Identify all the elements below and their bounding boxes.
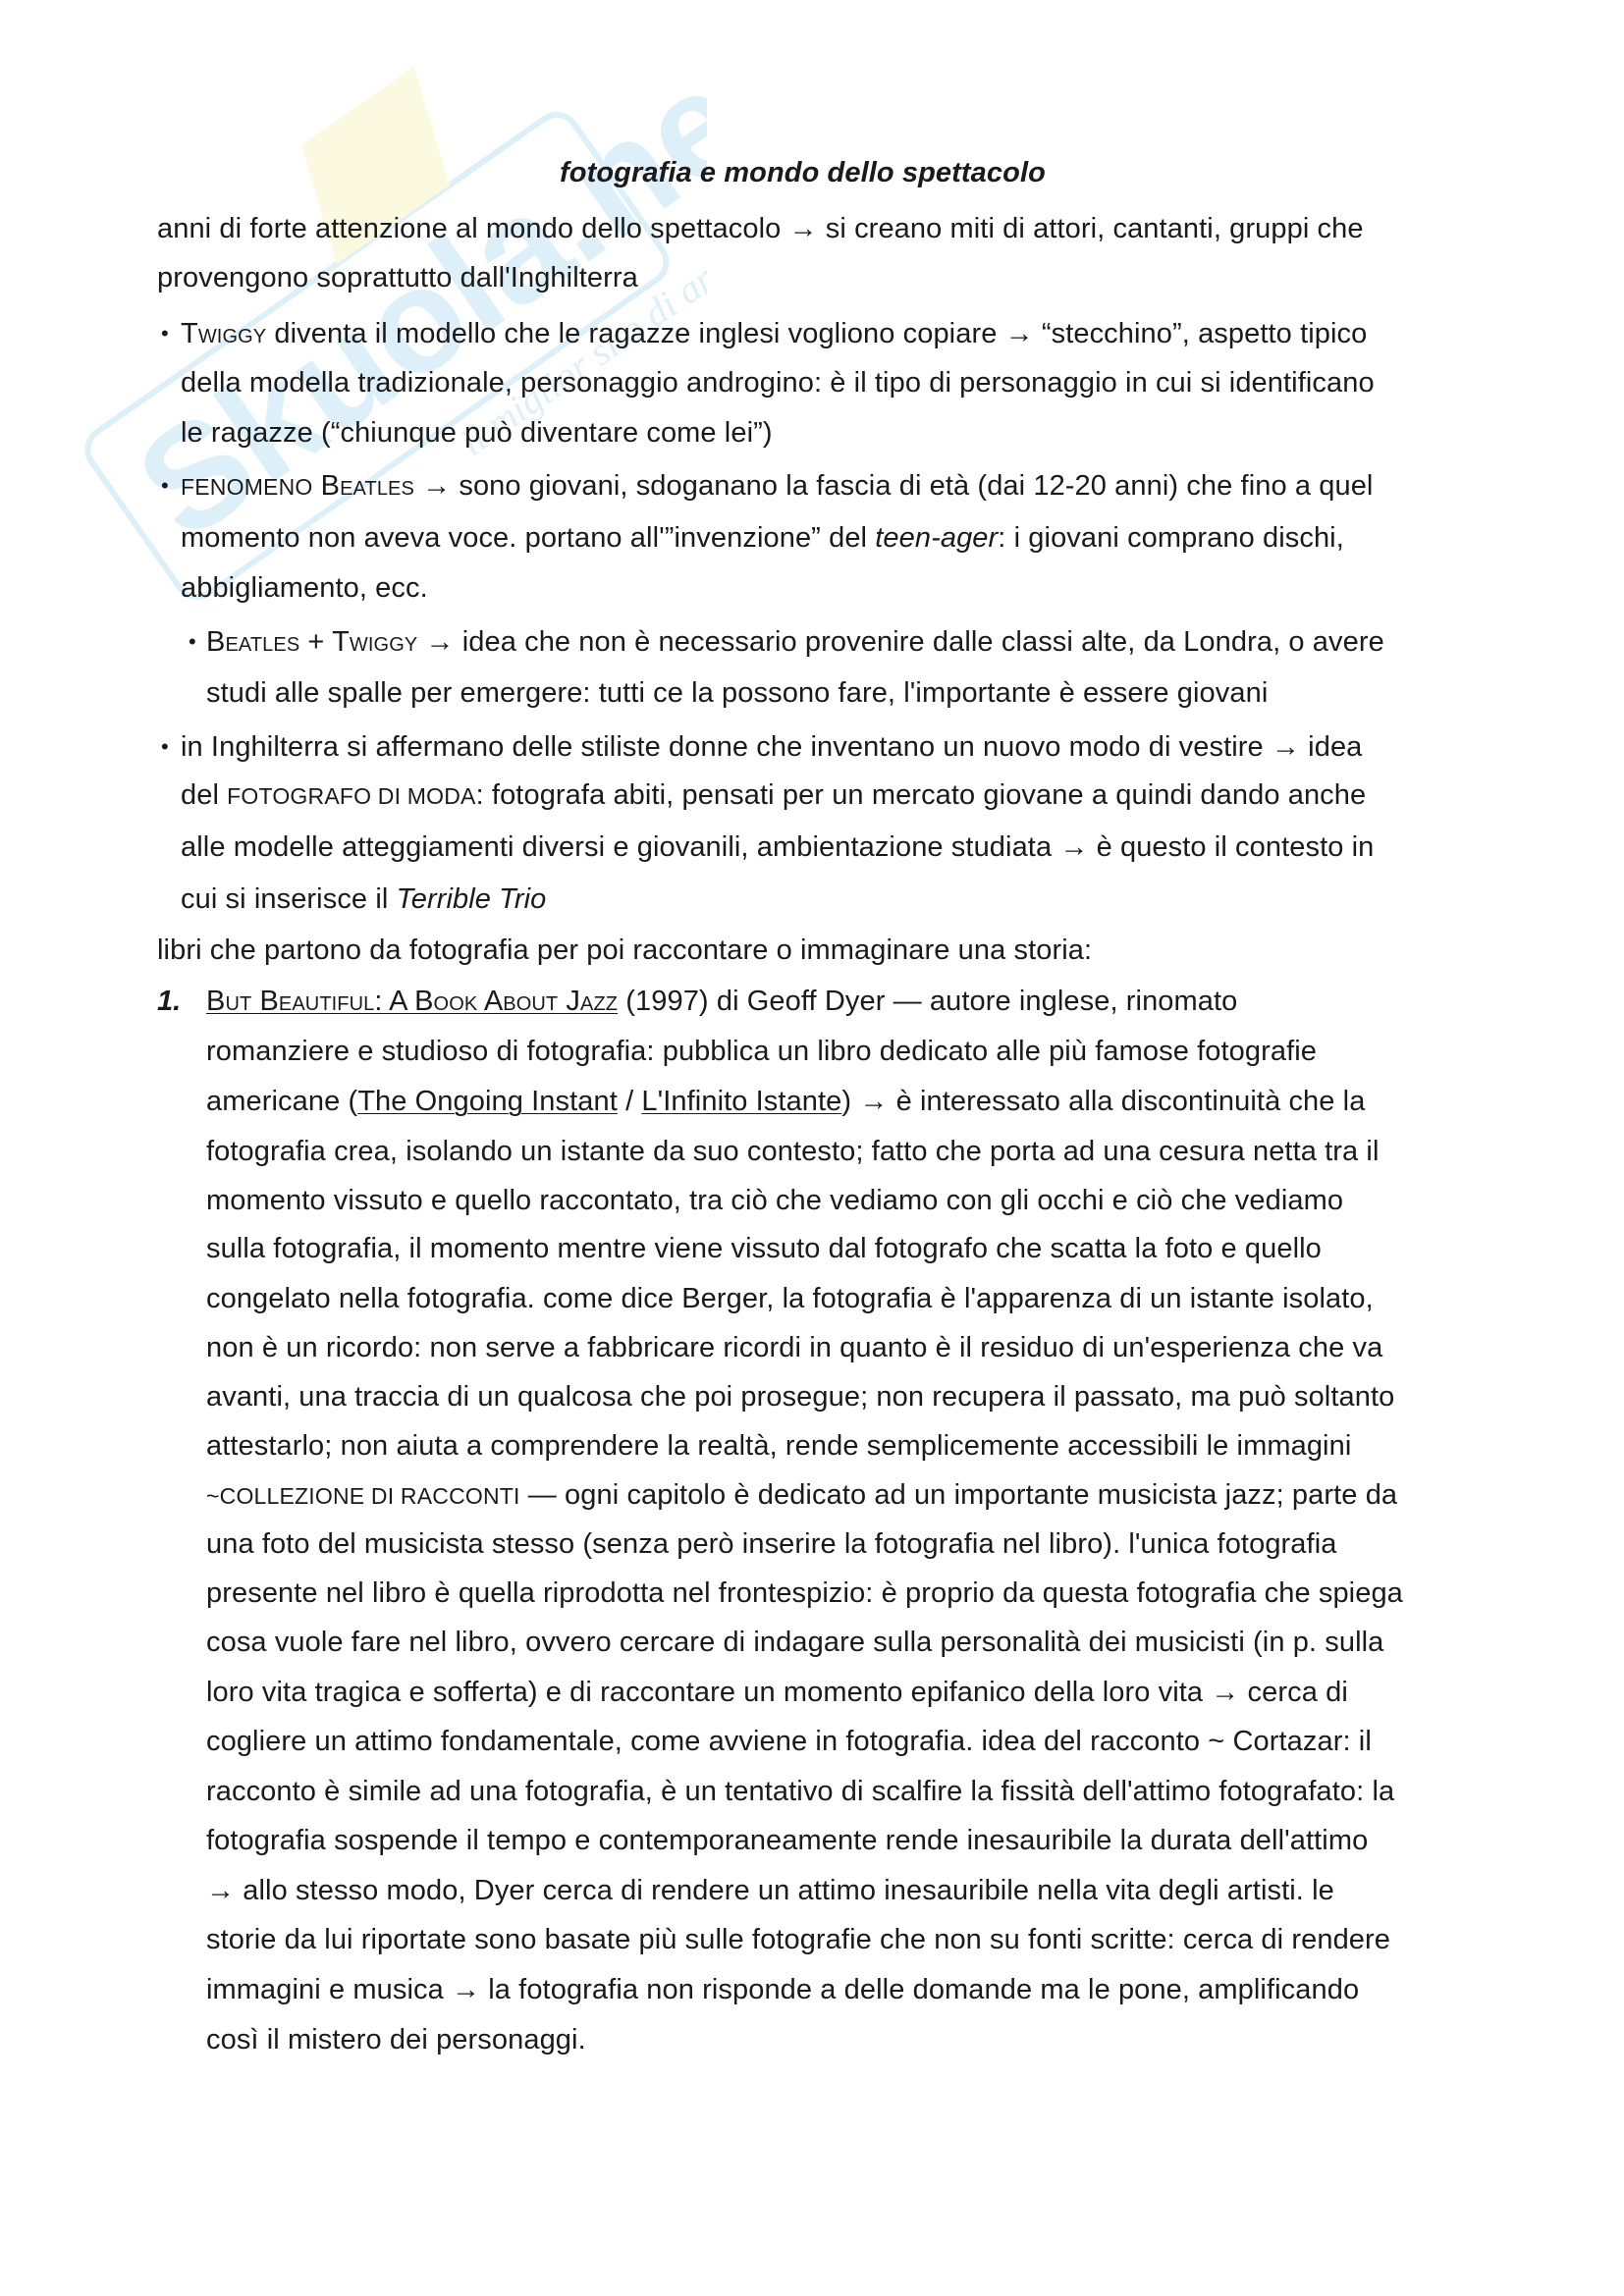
item1-line-14: cosa vuole fare nel libro, ovvero cercare di indagare sulla personalità dei musicisti (in p. sulla <box>206 1627 1384 1658</box>
item1-line-3 <box>206 1084 1365 1119</box>
term-twiggy: Twiggy <box>181 318 267 349</box>
page-title: fotografia e mondo dello spettacolo <box>560 157 1046 188</box>
bullet-text: : i giovani comprano dischi, <box>998 522 1344 554</box>
bullet-icon: • <box>161 321 169 346</box>
item1-line-19: → allo stesso modo, Dyer cerca di rendere un attimo inesauribile nella vita degli artisti. le <box>206 1875 1334 1906</box>
item1-line-4: fotografia crea, isolando un istante da suo contesto; fatto che porta ad una cesura netta tra il <box>206 1136 1380 1167</box>
item-text: (1997) di Geoff Dyer — autore inglese, rinomato <box>618 986 1238 1017</box>
bullet-text: cui si inserisce il <box>181 883 397 915</box>
item1-line-18: fotografia sospende il tempo e contemporaneamente rende inesauribile la durata dell'attimo <box>206 1825 1369 1856</box>
bullet-text: del <box>181 779 228 811</box>
bullet-beatles-line-1 <box>181 468 1373 505</box>
bullet-beatles-line-3: abbigliamento, ecc. <box>181 572 428 604</box>
item-text: americane ( <box>206 1086 358 1117</box>
list-number: 1. <box>157 986 182 1017</box>
item1-line-13: presente nel libro è quella riprodotta nel frontespizio: è proprio da questa fotografia che spiega <box>206 1577 1403 1609</box>
term-fenomeno: FENOMENO <box>181 474 313 500</box>
item1-line-1 <box>206 984 1237 1019</box>
term-terrible-trio: Terrible Trio <box>396 883 547 915</box>
bullet-stiliste-line-1: in Inghilterra si affermano delle stiliste donne che inventano un nuovo modo di vestire → idea <box>181 731 1363 763</box>
item1-line-7: congelato nella fotografia. come dice Berger, la fotografia è l'apparenza di un istante isolato, <box>206 1283 1374 1314</box>
bullet-icon: • <box>161 473 169 498</box>
bullet-stiliste-line-3: alle modelle atteggiamenti diversi e giovanili, ambientazione studiata → è questo il contesto in <box>181 831 1375 863</box>
bullet-beatles-line-2 <box>181 520 1344 556</box>
term-collezione-di-racconti: ~COLLEZIONE DI RACCONTI <box>206 1483 520 1509</box>
bullet-stiliste-line-4 <box>181 881 546 917</box>
subbullet-line-2: studi alle spalle per emergere: tutti ce la possono fare, l'importante è essere giovani <box>206 677 1269 709</box>
item1-line-21: immagini e musica → la fotografia non risponde a delle domande ma le pone, amplificando <box>206 1974 1360 2005</box>
bullet-text: diventa il modello che le ragazze inglesi vogliono copiare → “stecchino”, aspetto tipico <box>266 318 1368 349</box>
bullet-text: : fotografa abiti, pensati per un mercato giovane a quindi dando anche <box>475 779 1367 811</box>
bullet-twiggy-line-2: della modella tradizionale, personaggio androgino: è il tipo di personaggio in cui si identificano <box>181 367 1375 399</box>
item1-line-11 <box>206 1477 1397 1514</box>
term-beatles: Beatles <box>320 470 414 502</box>
bullet-twiggy-line-3: le ragazze (“chiunque può diventare come lei”) <box>181 417 773 449</box>
item1-line-16: cogliere un attimo fondamentale, come avviene in fotografia. idea del racconto ~ Cortazar: il <box>206 1726 1372 1757</box>
bullet-text: → sono giovani, sdoganano la fascia di età (dai 12-20 anni) che fino a quel <box>413 470 1374 502</box>
item1-line-20: storie da lui riportate sono basate più sulle fotografie che non su fonti scritte: cerca di rendere <box>206 1924 1391 1955</box>
item1-line-10: attestarlo; non aiuta a comprendere la realtà, rende semplicemente accessibili le immagini <box>206 1430 1352 1462</box>
intro-line-2: provengono soprattutto dall'Inghilterra <box>157 262 638 294</box>
item1-line-22: così il mistero dei personaggi. <box>206 2024 586 2056</box>
ongoing-instant-link[interactable]: The Ongoing Instant <box>357 1086 618 1117</box>
item1-line-2: romanziere e studioso di fotografia: pubblica un libro dedicato alle più famose fotografie <box>206 1036 1318 1067</box>
book-title-link[interactable]: But Beautiful: A Book About Jazz <box>206 986 619 1017</box>
intro-line-1: anni di forte attenzione al mondo dello spettacolo → si creano miti di attori, cantanti, gruppi che <box>157 213 1364 244</box>
item1-line-6: sulla fotografia, il momento mentre viene vissuto dal fotografo che scatta la foto e quello <box>206 1233 1322 1264</box>
item1-line-15: loro vita tragica e sofferta) e di raccontare un momento epifanico della loro vita → cerca di <box>206 1677 1348 1708</box>
term-beatles-twiggy: Beatles + Twiggy <box>206 626 418 658</box>
books-intro: libri che partono da fotografia per poi raccontare o immaginare una storia: <box>157 934 1093 966</box>
item1-line-9: avanti, una traccia di un qualcosa che poi prosegue; non recupera il passato, ma può soltanto <box>206 1381 1395 1413</box>
watermark-tagline: il miglior sito di appunti <box>451 207 707 465</box>
watermark-brand: Skuola.net <box>108 39 707 570</box>
item-text: ) → è interessato alla discontinuità che la <box>841 1086 1366 1117</box>
item1-line-5: momento vissuto e quello raccontato, tra ciò che vediamo con gli occhi e ciò che vediamo <box>206 1185 1344 1216</box>
item1-line-12: una foto del musicista stesso (senza però inserire la fotografia nel libro). l'unica fotografia <box>206 1528 1337 1560</box>
item-text: / <box>617 1086 642 1117</box>
subbullet-line-1 <box>206 624 1384 660</box>
term-teen-ager: teen-ager <box>875 522 999 554</box>
bullet-text: momento non aveva voce. portano all'”invenzione” del <box>181 522 876 554</box>
item1-line-8: non è un ricordo: non serve a fabbricare ricordi in quanto è il residuo di un'esperienza che va <box>206 1332 1383 1363</box>
bullet-text: → idea che non è necessario provenire dalle classi alte, da Londra, o avere <box>417 626 1384 658</box>
item1-line-17: racconto è simile ad una fotografia, è un tentativo di scalfire la fissità dell'attimo fotografato: la <box>206 1776 1395 1807</box>
bullet-icon: • <box>189 629 196 654</box>
term-fotografo-di-moda: FOTOGRAFO DI MODA <box>227 783 476 809</box>
bullet-icon: • <box>161 734 169 759</box>
bullet-twiggy-line-1 <box>181 316 1367 351</box>
bullet-stiliste-line-2 <box>181 777 1366 814</box>
infinito-istante-link[interactable]: L'Infinito Istante <box>641 1086 842 1117</box>
item-text: — ogni capitolo è dedicato ad un importante musicista jazz; parte da <box>519 1479 1398 1511</box>
